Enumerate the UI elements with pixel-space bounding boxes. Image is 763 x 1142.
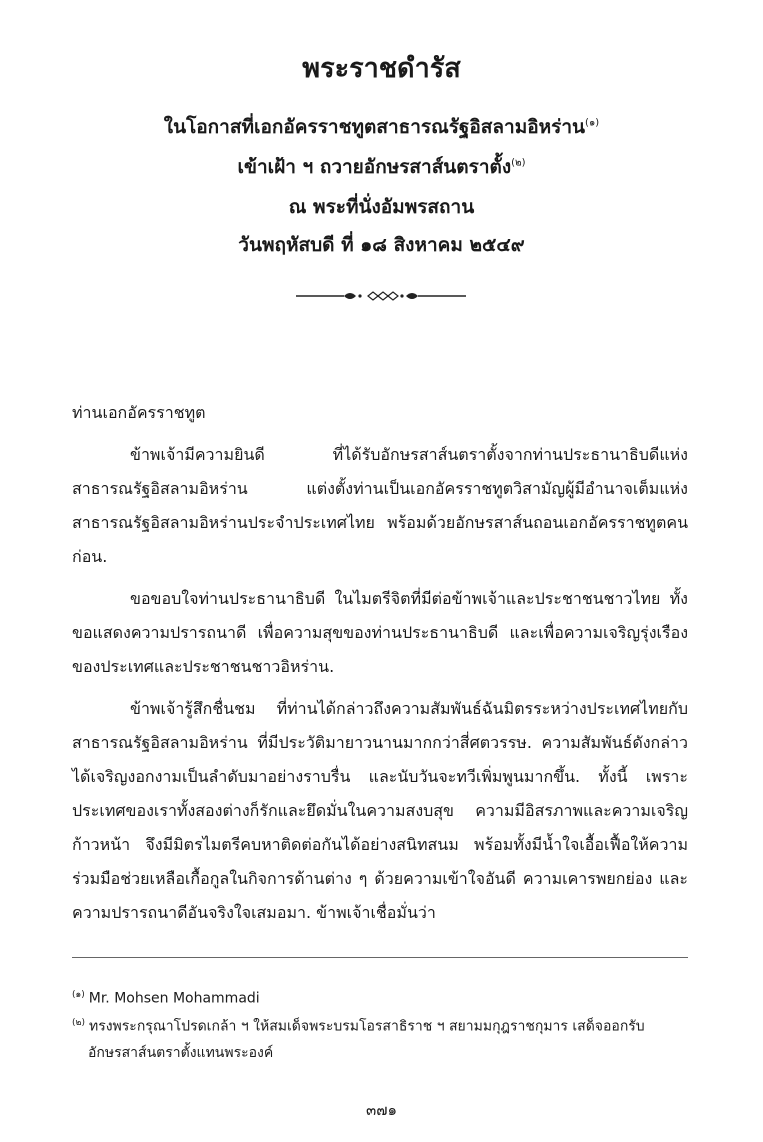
- footnote-mark: (๑): [72, 990, 85, 1000]
- footnote-ref-1: (๑): [585, 117, 600, 129]
- salutation: ท่านเอกอัครราชทูต: [72, 403, 206, 422]
- paragraph-3: ข้าพเจ้ารู้สึกชื่นชม ที่ท่านได้กล่าวถึงความสัมพันธ์ฉันมิตรระหว่างประเทศไทยกับสาธารณรัฐอิสลามอิหร่าน ที่มีประวัติมายาวนานมากกว่าสี่ศตวรรษ. ความสัมพันธ์ดังกล่าว ได้เจริญงอกงามเป็นลำดับมาอย่างราบรื่น และนับวันจะทวีเพิ่มพูนมากขึ้น. ทั้งนี้ เพราะประเทศของเราทั้งสองต่างก็รักและยึดมั่นในความสงบสุข ความมีอิสรภาพและความเจริญก้าวหน้า จึงมีมิตรไมตรีคบหาติดต่อกันได้อย่างสนิทสนม พร้อมทั้งมีน้ำใจเอื้อเฟื้อให้ความร่วมมือช่วยเหลือเกื้อกูลในกิจการด้านต่าง ๆ ด้วยความเข้าใจอันดี ความเคารพยกย่อง และความปรารถนาดีอันจริงใจเสมอมา. ข้าพเจ้าเชื่อมั่นว่า: [72, 699, 688, 922]
- footnote-text: Mr. Mohsen Mohammadi: [88, 990, 260, 1007]
- footnote-mark: (๒): [72, 1018, 85, 1028]
- footnote-ref-2: (๒): [511, 157, 526, 169]
- footnote-text-continued: อักษรสาส์นตราตั้งแทนพระองค์: [88, 1044, 274, 1061]
- paragraph-1: ข้าพเจ้ามีความยินดี ที่ได้รับอักษรสาส์นตราตั้งจากท่านประธานาธิบดีแห่งสาธารณรัฐอิสลามอิหร่าน แต่งตั้งท่านเป็นเอกอัครราชทูตวิสามัญผู้มีอำนาจเต็มแห่งสาธารณรัฐอิสลามอิหร่านประจำประเทศไทย พร้อมด้วยอักษรสาส์นถอนเอกอัครราชทูตคนก่อน.: [72, 445, 688, 566]
- page-title: พระราชดำรัส: [302, 53, 461, 84]
- page-number: ๓๗๑: [365, 1101, 398, 1119]
- speech-body: [72, 438, 688, 938]
- subheading-date: วันพฤหัสบดี ที่ ๑๘ สิงหาคม ๒๕๔๙: [238, 234, 525, 256]
- footnote-text: ทรงพระกรุณาโปรดเกล้า ฯ ให้สมเด็จพระบรมโอรสาธิราช ฯ สยามมกุฎราชกุมาร เสด็จออกรับ: [88, 1018, 645, 1035]
- footnote-2: [72, 1010, 688, 1066]
- subheading-audience: เข้าเฝ้า ฯ ถวายอักษรสาส์นตราตั้ง$^{(๒)}$: [237, 156, 526, 178]
- ornament-divider-icon: [296, 286, 466, 306]
- footnote-1: [72, 982, 688, 1012]
- paragraph-2: ขอขอบใจท่านประธานาธิบดี ในไมตรีจิตที่มีต่อข้าพเจ้าและประชาชนชาวไทย ทั้งขอแสดงความปรารถนาดี เพื่อความสุขของท่านประธานาธิบดี และเพื่อความเจริญรุ่งเรืองของประเทศและประชาชนชาวอิหร่าน.: [72, 589, 688, 676]
- footnote-divider: [72, 957, 688, 958]
- subheading-venue: ณ พระที่นั่งอัมพรสถาน: [288, 196, 475, 218]
- subheading-occasion: ในโอกาสที่เอกอัครราชทูตสาธารณรัฐอิสลามอิหร่าน$^{(๑)}$: [163, 116, 600, 138]
